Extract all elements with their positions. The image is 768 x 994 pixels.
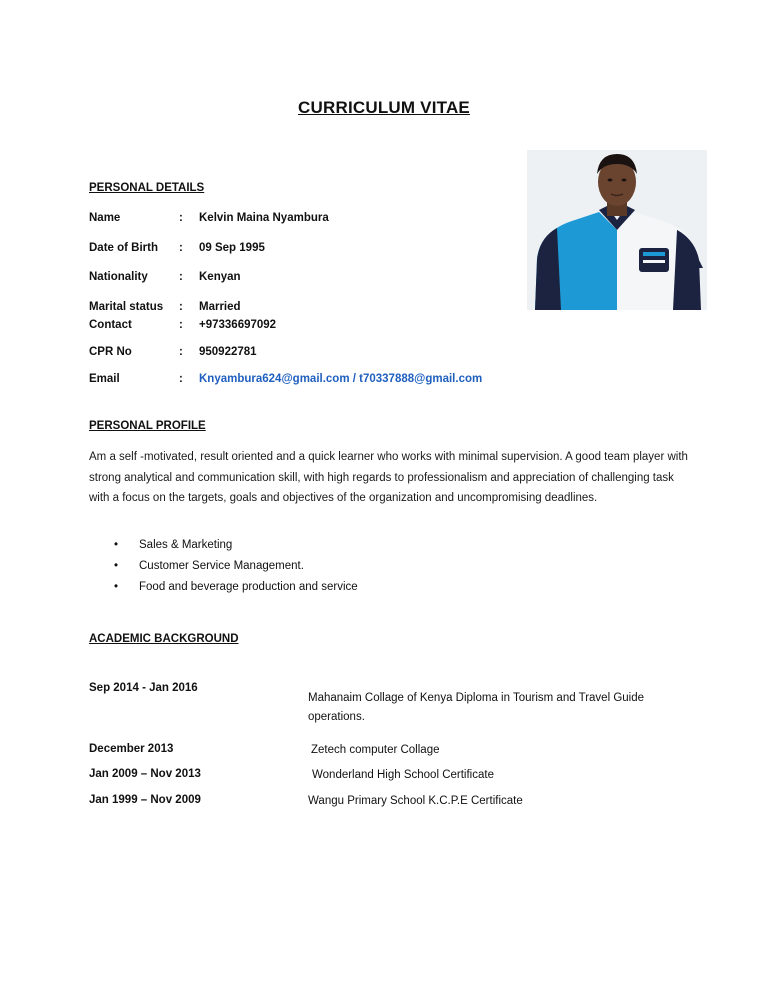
profile-summary: Am a self -motivated, result oriented and a quick learner who works with minimal supervision. A good team player with strong analytical and communication skill, with high regards to professionalism and appreciation of challenging task with a focus on the targets, goals and objectives of the organization and uncompromising deadlines. [89,451,688,504]
academic-description: Zetech computer Collage [311,744,440,756]
field-colon: : [179,301,183,313]
field-colon: : [179,373,183,385]
field-label: CPR No [89,346,132,358]
bullet-icon: • [114,539,119,551]
skill-text: Food and beverage production and service [139,581,358,593]
field-colon: : [179,319,183,331]
field-value: 09 Sep 1995 [199,242,265,254]
academic-date: December 2013 [89,743,174,755]
profile-photo [527,150,707,310]
academic-description: Wonderland High School Certificate [312,769,494,781]
academic-description: Mahanaim Collage of Kenya Diploma in Tourism and Travel Guide operations. [308,692,645,723]
field-value: Kelvin Maina Nyambura [199,212,329,224]
academic-background-heading: ACADEMIC BACKGROUND [89,633,239,645]
profile-photo-illustration [527,150,707,310]
academic-date: Jan 1999 – Nov 2009 [89,794,201,806]
bullet-icon: • [114,560,119,572]
skill-text: Sales & Marketing [139,539,233,551]
field-colon: : [179,346,183,358]
personal-profile-heading: PERSONAL PROFILE [89,420,206,432]
field-label: Email [89,373,120,385]
field-label: Nationality [89,271,148,283]
email-link[interactable]: Knyambura624@gmail.com / t70337888@gmail.com [199,373,483,385]
academic-description: Wangu Primary School K.C.P.E Certificate [308,795,523,807]
field-colon: : [179,242,183,254]
field-colon: : [179,271,183,283]
field-label: Marital status [89,301,164,313]
field-value: 950922781 [199,346,257,358]
field-label: Name [89,212,121,224]
field-value: +97336697092 [199,319,277,331]
field-value: Married [199,301,241,313]
document-title: CURRICULUM VITAE [298,98,470,117]
field-label: Date of Birth [89,242,158,254]
field-value: Kenyan [199,271,241,283]
field-label: Contact [89,319,132,331]
bullet-icon: • [114,581,119,593]
field-colon: : [179,212,183,224]
personal-details-heading: PERSONAL DETAILS [89,182,205,194]
academic-date: Sep 2014 - Jan 2016 [89,682,198,694]
skill-text: Customer Service Management. [139,560,304,572]
academic-date: Jan 2009 – Nov 2013 [89,768,201,780]
